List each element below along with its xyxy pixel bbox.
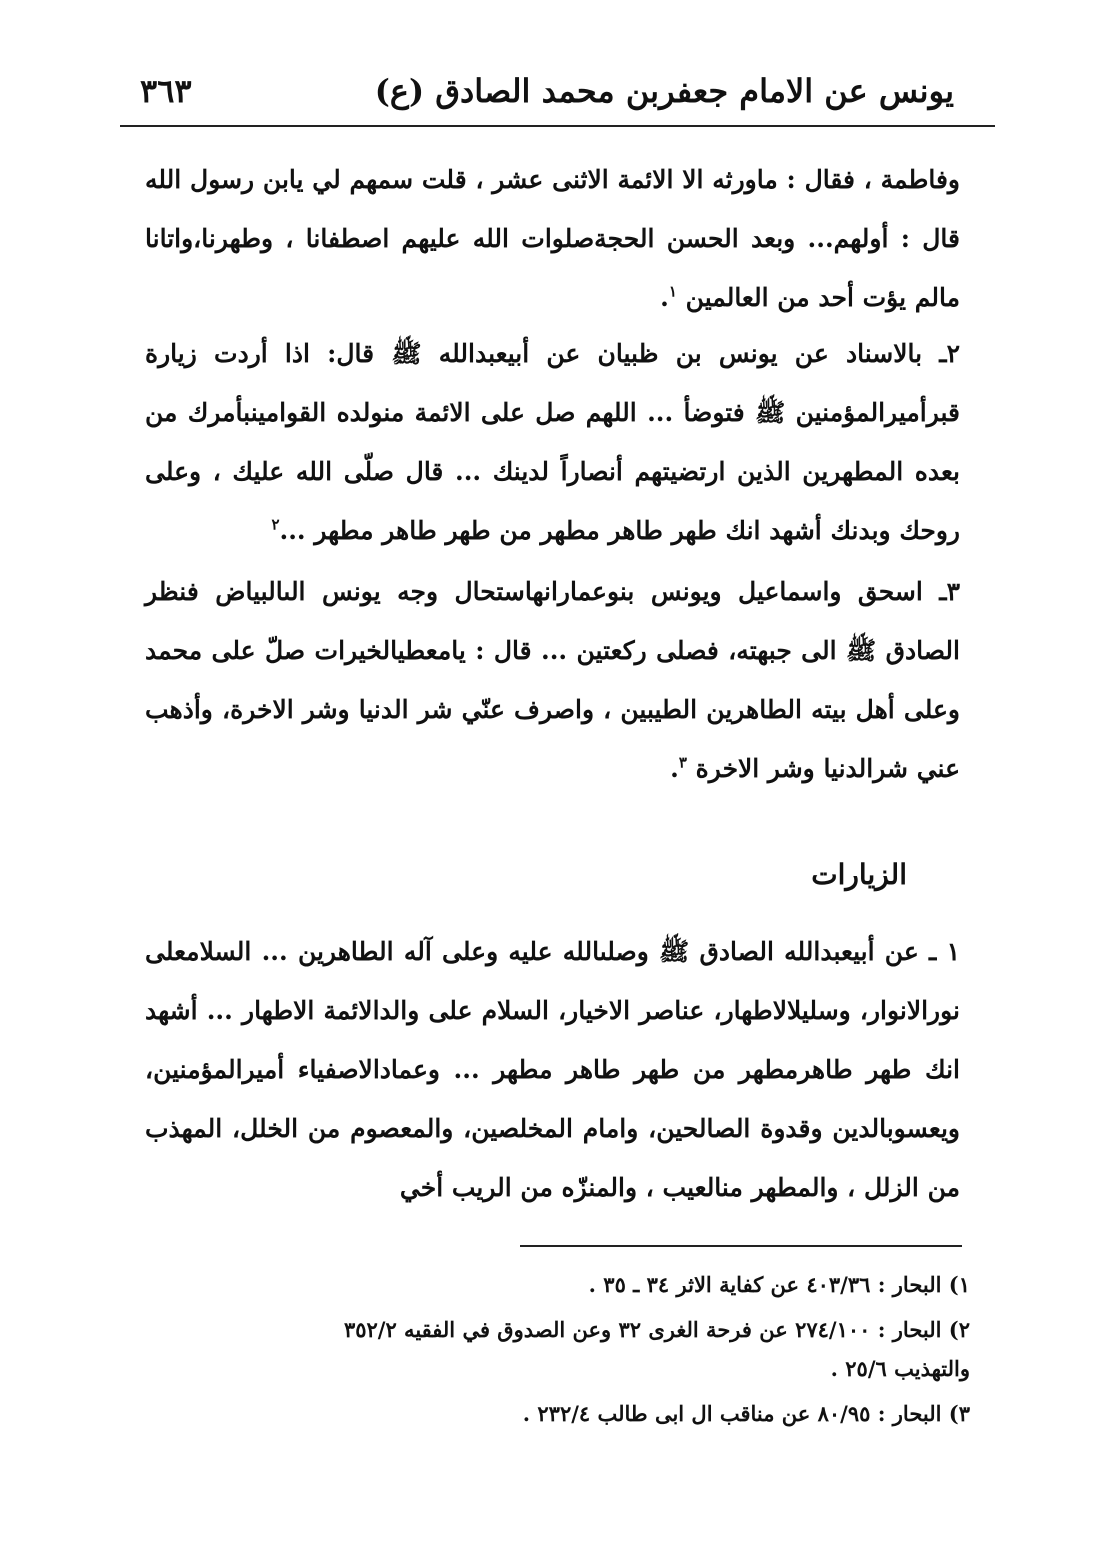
paragraph-3-end: . <box>670 754 679 783</box>
footnote-ref-2: ٢ <box>271 515 280 534</box>
running-title: يونس عن الامام جعفربن محمد الصادق (ع) <box>374 72 954 110</box>
paragraph-3 <box>145 562 960 798</box>
footnote-3: ٣) البحار : ٨٠/٩٥ عن مناقب ال ابى طالب ٢٣٢/٤ . <box>522 1401 970 1426</box>
page-number: ٣٦٣ <box>140 72 192 110</box>
header-rule <box>120 125 995 127</box>
running-head <box>140 66 954 116</box>
paragraph-1-text: وفاطمة ، فقال : ماورثه الا الائمة الاثنى عشر ، قلت سمهم لي يابن رسول الله قال : أولهم... وبعد الحسن الحجةصلوات الله عليهم اصطفانا ، وطهرنا،واتانا مالم يؤت أحد من العالمين <box>145 165 960 312</box>
paragraph-2-text: ٢ـ بالاسناد عن يونس بن ظبيان عن أبيعبدالله ﷺ قال: اذا أردت زيارة قبرأميرالمؤمنين ﷺ فتوضأ ... اللهم صل على الائمة منولده القوامينبأمرك من بعده المطهرين الذين ارتضيتهم أنصاراً لدينك ... قال صلّى الله عليك ، وعلى روحك وبدنك أشهد انك طهر طاهر مطهر من طهر طاهر مطهر ... <box>145 339 960 545</box>
paragraph-1 <box>145 150 960 327</box>
footnote-1: ١) البحار : ٤٠٣/٣٦ عن كفاية الاثر ٣٤ ـ ٣٥ . <box>588 1272 970 1297</box>
paragraph-4-text: ١ ـ عن أبيعبدالله الصادق ﷺ وصلىالله عليه وعلى آله الطاهرين ... السلامعلى نورالانوار، وسليلالاطهار، عناصر الاخيار، السلام على والدالائمة الاطهار ... أشهد انك طهر طاهرمطهر من طهر طاهر مطهر ... وعمادالاصفياء أميرالمؤمنين، ويعسوبالدين وقدوة الصالحين، وامام المخلصين، والمعصوم من الخلل، المهذب من الزلل ، والمطهر منالعيب ، والمنزّه من الريب أخي <box>145 937 960 1202</box>
footnote-ref-1: ١ <box>668 282 677 301</box>
footnote-2-continued: والتهذيب ٢٥/٦ . <box>830 1356 970 1381</box>
footnote-2: ٢) البحار : ٢٧٤/١٠٠ عن فرحة الغرى ٣٢ وعن الصدوق في الفقيه ٣٥٢/٢ <box>343 1317 970 1342</box>
paragraph-4 <box>145 922 960 1217</box>
paragraph-3-text: ٣ـ اسحق واسماعيل ويونس بنوعمارانهاستحال وجه يونس الىالبياض فنظر الصادق ﷺ الى جبهته، فصلى ركعتين ... قال : يامعطيالخيرات صلّ على محمد وعلى أهل بيته الطاهرين الطيبين ، واصرف عنّي شر الدنيا وشر الاخرة، وأذهب عني شرالدنيا وشر الاخرة <box>145 577 960 783</box>
footnotes <box>130 1265 970 1439</box>
paragraph-2 <box>145 324 960 560</box>
footnote-ref-3: ٣ <box>678 753 687 772</box>
footnote-rule <box>520 1245 962 1247</box>
paragraph-1-end: . <box>660 283 669 312</box>
section-heading: الزيارات <box>811 858 907 891</box>
